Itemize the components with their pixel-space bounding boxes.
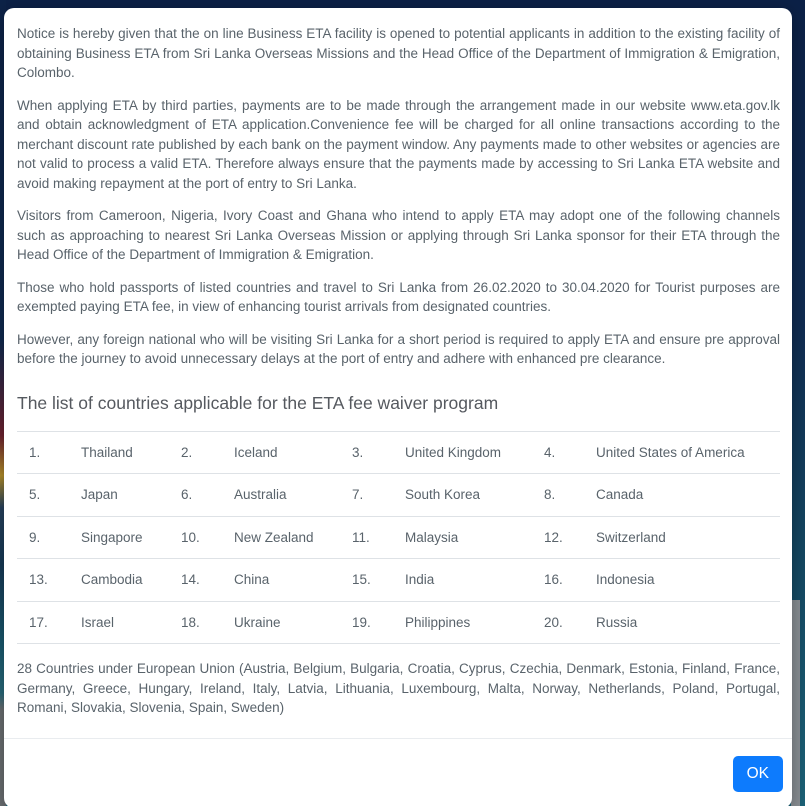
table-row [17, 516, 780, 559]
country-name: United Kingdom [393, 431, 532, 474]
country-name: Malaysia [393, 516, 532, 559]
country-number: 12. [532, 516, 584, 559]
country-number: 6. [169, 474, 222, 517]
country-number: 18. [169, 601, 222, 644]
modal-footer [4, 738, 792, 806]
notice-modal [4, 8, 792, 806]
country-number: 17. [17, 601, 69, 644]
country-name: Philippines [393, 601, 532, 644]
eu-countries-note: 28 Countries under European Union (Austria, Belgium, Bulgaria, Croatia, Cyprus, Czechia, Denmark, Estonia, Finland, France, Germany, Greece, Hungary, Ireland, Italy, Latvia, Lithuania, Luxembourg, Malta, Norway, Netherlands, Poland, Portugal, Romani, Slovakia, Slovenia, Spain, Sweden) [17, 661, 780, 715]
ok-button[interactable]: OK [733, 756, 783, 792]
country-number: 9. [17, 516, 69, 559]
country-name: Singapore [69, 516, 169, 559]
country-name: Switzerland [584, 516, 780, 559]
country-name: Russia [584, 601, 780, 644]
country-name: India [393, 559, 532, 602]
country-number: 19. [340, 601, 393, 644]
country-name: Japan [69, 474, 169, 517]
country-name: Israel [69, 601, 169, 644]
country-number: 14. [169, 559, 222, 602]
table-row [17, 559, 780, 602]
country-name: New Zealand [222, 516, 340, 559]
notice-paragraph-2: When applying ETA by third parties, payments are to be made through the arrangement made in our website www.eta.gov.lk and obtain acknowledgment of ETA application.Convenience fee will be charged for all online transactions according to the merchant discount rate published by each bank on the payment window. Any payments made to other websites or agencies are not valid to process a valid ETA. Therefore always ensure that the payments made by accessing to Sri Lanka ETA website and avoid making repayment at the port of entry to Sri Lanka. [17, 97, 780, 191]
country-number: 5. [17, 474, 69, 517]
country-name: United States of America [584, 431, 780, 474]
modal-body [4, 8, 792, 738]
country-number: 2. [169, 431, 222, 474]
table-row [17, 601, 780, 644]
country-name: Indonesia [584, 559, 780, 602]
country-number: 11. [340, 516, 393, 559]
country-name: China [222, 559, 340, 602]
countries-list-heading: The list of countries applicable for the ETA fee waiver program [17, 392, 499, 413]
country-number: 4. [532, 431, 584, 474]
country-number: 10. [169, 516, 222, 559]
country-number: 16. [532, 559, 584, 602]
country-number: 15. [340, 559, 393, 602]
country-number: 20. [532, 601, 584, 644]
notice-paragraph-5: However, any foreign national who will be visiting Sri Lanka for a short period is required to apply ETA and ensure pre approval before the journey to avoid unnecessary delays at the port of entry and adhere with enhanced pre clearance. [17, 331, 780, 366]
country-name: Thailand [69, 431, 169, 474]
country-name: Iceland [222, 431, 340, 474]
country-name: Cambodia [69, 559, 169, 602]
country-name: Australia [222, 474, 340, 517]
table-row [17, 431, 780, 474]
country-name: South Korea [393, 474, 532, 517]
country-number: 13. [17, 559, 69, 602]
country-name: Ukraine [222, 601, 340, 644]
table-row [17, 474, 780, 517]
country-number: 3. [340, 431, 393, 474]
country-number: 7. [340, 474, 393, 517]
notice-paragraph-3: Visitors from Cameroon, Nigeria, Ivory Coast and Ghana who intend to apply ETA may adopt one of the following channels such as approaching to nearest Sri Lanka Overseas Mission or applying through Sri Lanka sponsor for their ETA through the Head Office of the Department of Immigration & Emigration. [17, 208, 780, 262]
country-name: Canada [584, 474, 780, 517]
country-number: 1. [17, 431, 69, 474]
countries-table [17, 431, 780, 645]
page-scrollbar-thumb[interactable] [791, 600, 800, 806]
notice-paragraph-4: Those who hold passports of listed countries and travel to Sri Lanka from 26.02.2020 to 30.04.2020 for Tourist purposes are exempted paying ETA fee, in view of enhancing tourist arrivals from designated countries. [17, 279, 780, 314]
country-number: 8. [532, 474, 584, 517]
notice-paragraph-1: Notice is hereby given that the on line Business ETA facility is opened to potential applicants in addition to the existing facility of obtaining Business ETA from Sri Lanka Overseas Missions and the Head Office of the Department of Immigration & Emigration, Colombo. [17, 26, 780, 80]
